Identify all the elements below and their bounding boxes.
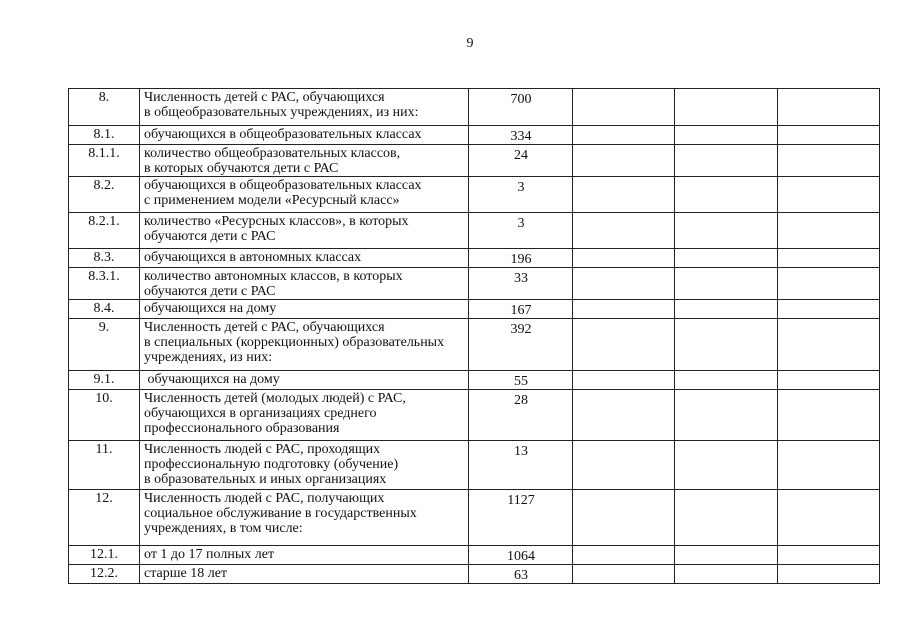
empty-cell — [675, 300, 778, 319]
row-number: 9.1. — [69, 371, 140, 390]
row-description: обучающихся в общеобразовательных классах с применением модели «Ресурсный класс» — [140, 177, 469, 213]
row-value: 334 — [469, 126, 573, 145]
empty-cell — [675, 319, 778, 371]
empty-cell — [573, 126, 675, 145]
row-value: 33 — [469, 268, 573, 300]
empty-cell — [778, 300, 880, 319]
empty-cell — [573, 371, 675, 390]
table-row — [69, 126, 880, 145]
row-number: 8.3.1. — [69, 268, 140, 300]
row-number: 11. — [69, 441, 140, 490]
row-description: Численность детей с РАС, обучающихся в специальных (коррекционных) образовательных учреждениях, из них: — [140, 319, 469, 371]
empty-cell — [573, 300, 675, 319]
empty-cell — [675, 249, 778, 268]
row-number: 12.2. — [69, 565, 140, 584]
table-row — [69, 490, 880, 546]
row-number: 10. — [69, 390, 140, 441]
empty-cell — [675, 268, 778, 300]
row-description: Численность детей (молодых людей) с РАС, обучающихся в организациях среднего профессионального образования — [140, 390, 469, 441]
table-row — [69, 268, 880, 300]
table-row — [69, 390, 880, 441]
table-row — [69, 177, 880, 213]
row-value: 55 — [469, 371, 573, 390]
row-number: 8. — [69, 89, 140, 126]
empty-cell — [675, 546, 778, 565]
empty-cell — [778, 319, 880, 371]
table-row — [69, 319, 880, 371]
empty-cell — [573, 213, 675, 249]
row-description: обучающихся на дому — [140, 300, 469, 319]
empty-cell — [778, 268, 880, 300]
empty-cell — [778, 390, 880, 441]
empty-cell — [675, 441, 778, 490]
empty-cell — [778, 145, 880, 177]
row-description: обучающихся на дому — [140, 371, 469, 390]
empty-cell — [573, 249, 675, 268]
row-description: Численность детей с РАС, обучающихся в общеобразовательных учреждениях, из них: — [140, 89, 469, 126]
row-number: 8.2. — [69, 177, 140, 213]
row-description: количество общеобразовательных классов, в которых обучаются дети с РАС — [140, 145, 469, 177]
empty-cell — [778, 89, 880, 126]
row-number: 8.1.1. — [69, 145, 140, 177]
empty-cell — [573, 390, 675, 441]
row-description: количество «Ресурсных классов», в которых обучаются дети с РАС — [140, 213, 469, 249]
row-value: 3 — [469, 177, 573, 213]
row-value: 196 — [469, 249, 573, 268]
empty-cell — [675, 213, 778, 249]
row-value: 392 — [469, 319, 573, 371]
page-number: 9 — [466, 36, 474, 51]
empty-cell — [675, 490, 778, 546]
row-description: обучающихся в общеобразовательных классах — [140, 126, 469, 145]
empty-cell — [573, 490, 675, 546]
table-row — [69, 441, 880, 490]
row-value: 63 — [469, 565, 573, 584]
table-row — [69, 565, 880, 584]
empty-cell — [675, 145, 778, 177]
row-description: количество автономных классов, в которых обучаются дети с РАС — [140, 268, 469, 300]
table-row — [69, 371, 880, 390]
row-number: 12. — [69, 490, 140, 546]
row-description: Численность людей с РАС, получающих социальное обслуживание в государственных учреждениях, в том числе: — [140, 490, 469, 546]
row-number: 8.1. — [69, 126, 140, 145]
table-row — [69, 300, 880, 319]
empty-cell — [573, 565, 675, 584]
empty-cell — [778, 546, 880, 565]
empty-cell — [573, 268, 675, 300]
empty-cell — [778, 213, 880, 249]
row-number: 8.4. — [69, 300, 140, 319]
empty-cell — [675, 371, 778, 390]
empty-cell — [573, 546, 675, 565]
table-row — [69, 546, 880, 565]
statistics-table — [68, 88, 880, 584]
empty-cell — [573, 145, 675, 177]
row-description: от 1 до 17 полных лет — [140, 546, 469, 565]
row-value: 1064 — [469, 546, 573, 565]
empty-cell — [778, 441, 880, 490]
row-value: 28 — [469, 390, 573, 441]
empty-cell — [778, 490, 880, 546]
empty-cell — [675, 126, 778, 145]
row-description: Численность людей с РАС, проходящих профессиональную подготовку (обучение) в образовательных и иных организациях — [140, 441, 469, 490]
empty-cell — [675, 177, 778, 213]
table-row — [69, 249, 880, 268]
empty-cell — [573, 89, 675, 126]
row-value: 167 — [469, 300, 573, 319]
row-value: 3 — [469, 213, 573, 249]
empty-cell — [778, 371, 880, 390]
empty-cell — [573, 319, 675, 371]
empty-cell — [573, 177, 675, 213]
empty-cell — [778, 565, 880, 584]
row-number: 8.2.1. — [69, 213, 140, 249]
row-number: 9. — [69, 319, 140, 371]
empty-cell — [675, 390, 778, 441]
empty-cell — [675, 89, 778, 126]
row-description: старше 18 лет — [140, 565, 469, 584]
table-row — [69, 213, 880, 249]
table-row — [69, 89, 880, 126]
empty-cell — [778, 126, 880, 145]
empty-cell — [573, 441, 675, 490]
row-value: 700 — [469, 89, 573, 126]
row-value: 1127 — [469, 490, 573, 546]
row-value: 13 — [469, 441, 573, 490]
row-value: 24 — [469, 145, 573, 177]
table-row — [69, 145, 880, 177]
row-description: обучающихся в автономных классах — [140, 249, 469, 268]
row-number: 8.3. — [69, 249, 140, 268]
row-number: 12.1. — [69, 546, 140, 565]
empty-cell — [778, 249, 880, 268]
empty-cell — [675, 565, 778, 584]
empty-cell — [778, 177, 880, 213]
